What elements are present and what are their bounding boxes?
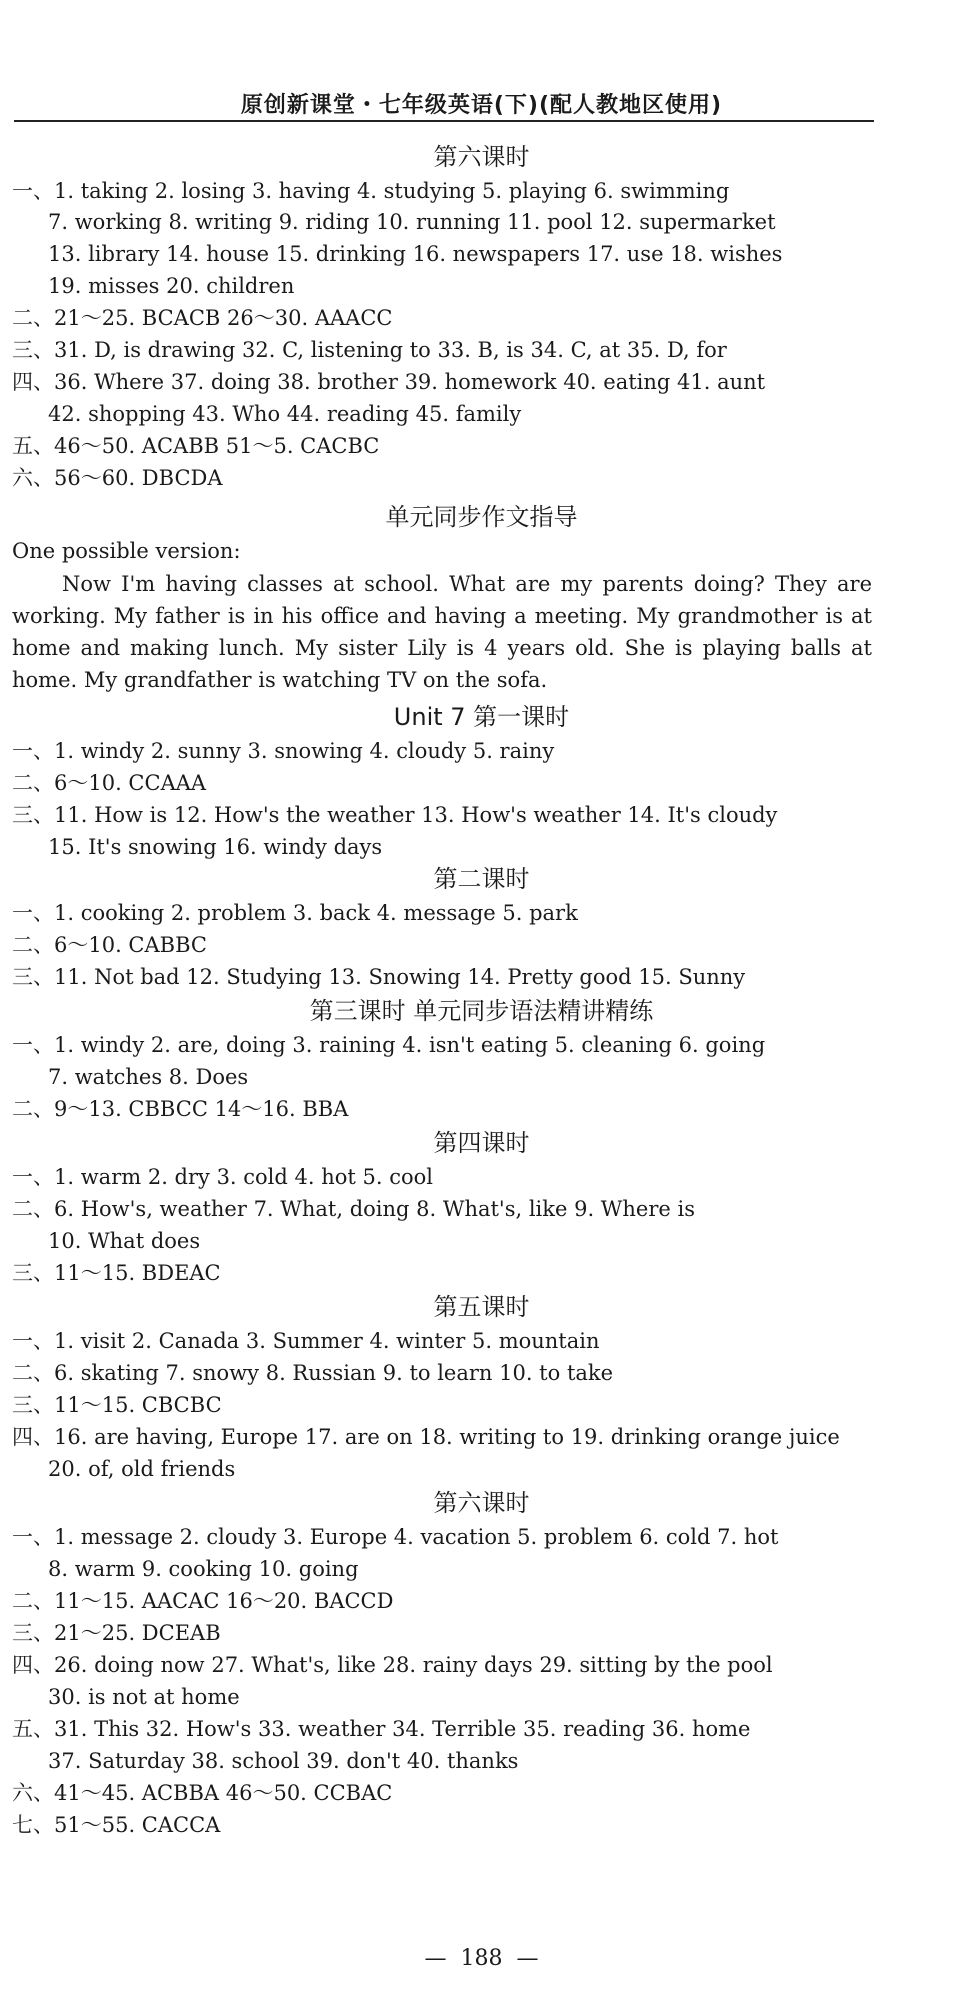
section-heading: 单元同步作文指导 <box>385 503 578 531</box>
answer-line: 8. warm 9. cooking 10. going <box>48 1557 359 1581</box>
answer-line: 7. working 8. writing 9. riding 10. running 11. pool 12. supermarket <box>48 210 776 234</box>
answer-line: 10. What does <box>48 1229 201 1253</box>
answer-line: 19. misses 20. children <box>48 274 295 298</box>
answer-line: 五、46～50. ACABB 51～5. CACBC <box>12 434 380 458</box>
answer-line: 一、1. visit 2. Canada 3. Summer 4. winter 5. mountain <box>12 1329 600 1353</box>
answer-line: 二、6～10. CCAAA <box>12 771 207 795</box>
answer-line: 7. watches 8. Does <box>48 1065 249 1089</box>
answer-line: 三、11. How is 12. How's the weather 13. How's weather 14. It's cloudy <box>12 803 778 827</box>
answer-line: 五、31. This 32. How's 33. weather 34. Terrible 35. reading 36. home <box>12 1717 751 1741</box>
answer-line: 三、11～15. CBCBC <box>12 1393 222 1417</box>
answer-line: 三、11. Not bad 12. Studying 13. Snowing 14. Pretty good 15. Sunny <box>12 965 746 989</box>
section-heading: 第五课时 <box>433 1293 530 1321</box>
answer-line: 二、6. skating 7. snowy 8. Russian 9. to learn 10. to take <box>12 1361 614 1385</box>
answer-line: 三、31. D, is drawing 32. C, listening to 33. B, is 34. C, at 35. D, for <box>12 338 727 362</box>
answer-line: 二、9～13. CBBCC 14～16. BBA <box>12 1097 349 1121</box>
answer-line: 二、11～15. AACAC 16～20. BACCD <box>12 1589 394 1613</box>
essay-text: Now I'm having classes at school. What are my parents doing? They are working. My father is in his office and having a meeting. My grandmother is at home and making lunch. My sister Lily is 4 years old. She is playing balls at home. My grandfather is watching TV on the sofa. <box>12 572 872 692</box>
page-header: 原创新课堂・七年级英语(下)(配人教地区使用) <box>240 93 723 118</box>
answer-line: 六、41～45. ACBBA 46～50. CCBAC <box>12 1781 393 1805</box>
answer-line: 30. is not at home <box>48 1685 240 1709</box>
answer-line: 二、6. How's, weather 7. What, doing 8. What's, like 9. Where is <box>12 1197 695 1221</box>
section-heading: Unit 7 第一课时 <box>393 703 570 731</box>
answer-line: 一、1. warm 2. dry 3. cold 4. hot 5. cool <box>12 1165 433 1189</box>
answer-line: 七、51～55. CACCA <box>12 1813 221 1837</box>
answer-line: 六、56～60. DBCDA <box>12 466 223 490</box>
answer-line: 二、6～10. CABBC <box>12 933 207 957</box>
section-heading: 第二课时 <box>433 865 530 893</box>
answer-line: 15. It's snowing 16. windy days <box>48 835 383 859</box>
answer-line: 一、1. message 2. cloudy 3. Europe 4. vacation 5. problem 6. cold 7. hot <box>12 1525 779 1549</box>
answer-line: 一、1. cooking 2. problem 3. back 4. message 5. park <box>12 901 578 925</box>
header-rule <box>14 120 874 122</box>
answer-line: 四、36. Where 37. doing 38. brother 39. homework 40. eating 41. aunt <box>12 370 766 394</box>
section-heading: 第四课时 <box>433 1129 530 1157</box>
section-heading: 第六课时 <box>433 143 530 171</box>
section-heading: 第三课时 单元同步语法精讲精练 <box>309 997 654 1025</box>
answer-line: 42. shopping 43. Who 44. reading 45. family <box>48 402 522 426</box>
answer-line: 37. Saturday 38. school 39. don't 40. thanks <box>48 1749 519 1773</box>
answer-line: 三、11～15. BDEAC <box>12 1261 221 1285</box>
answer-line: 四、16. are having, Europe 17. are on 18. writing to 19. drinking orange juice <box>12 1425 840 1449</box>
answer-line: 20. of, old friends <box>48 1457 236 1481</box>
answer-line: 二、21～25. BCACB 26～30. AAACC <box>12 306 393 330</box>
answer-line: 一、1. taking 2. losing 3. having 4. studying 5. playing 6. swimming <box>12 179 730 203</box>
page-number: — 188 — <box>424 1946 539 1971</box>
answer-line: 一、1. windy 2. sunny 3. snowing 4. cloudy 5. rainy <box>12 739 555 763</box>
answer-line: 三、21～25. DCEAB <box>12 1621 221 1645</box>
answer-line: One possible version: <box>12 539 241 563</box>
answer-line: 13. library 14. house 15. drinking 16. newspapers 17. use 18. wishes <box>48 242 783 266</box>
section-heading: 第六课时 <box>433 1489 530 1517</box>
essay-paragraph <box>12 568 872 696</box>
answer-line: 一、1. windy 2. are, doing 3. raining 4. isn't eating 5. cleaning 6. going <box>12 1033 766 1057</box>
answer-line: 四、26. doing now 27. What's, like 28. rainy days 29. sitting by the pool <box>12 1653 773 1677</box>
